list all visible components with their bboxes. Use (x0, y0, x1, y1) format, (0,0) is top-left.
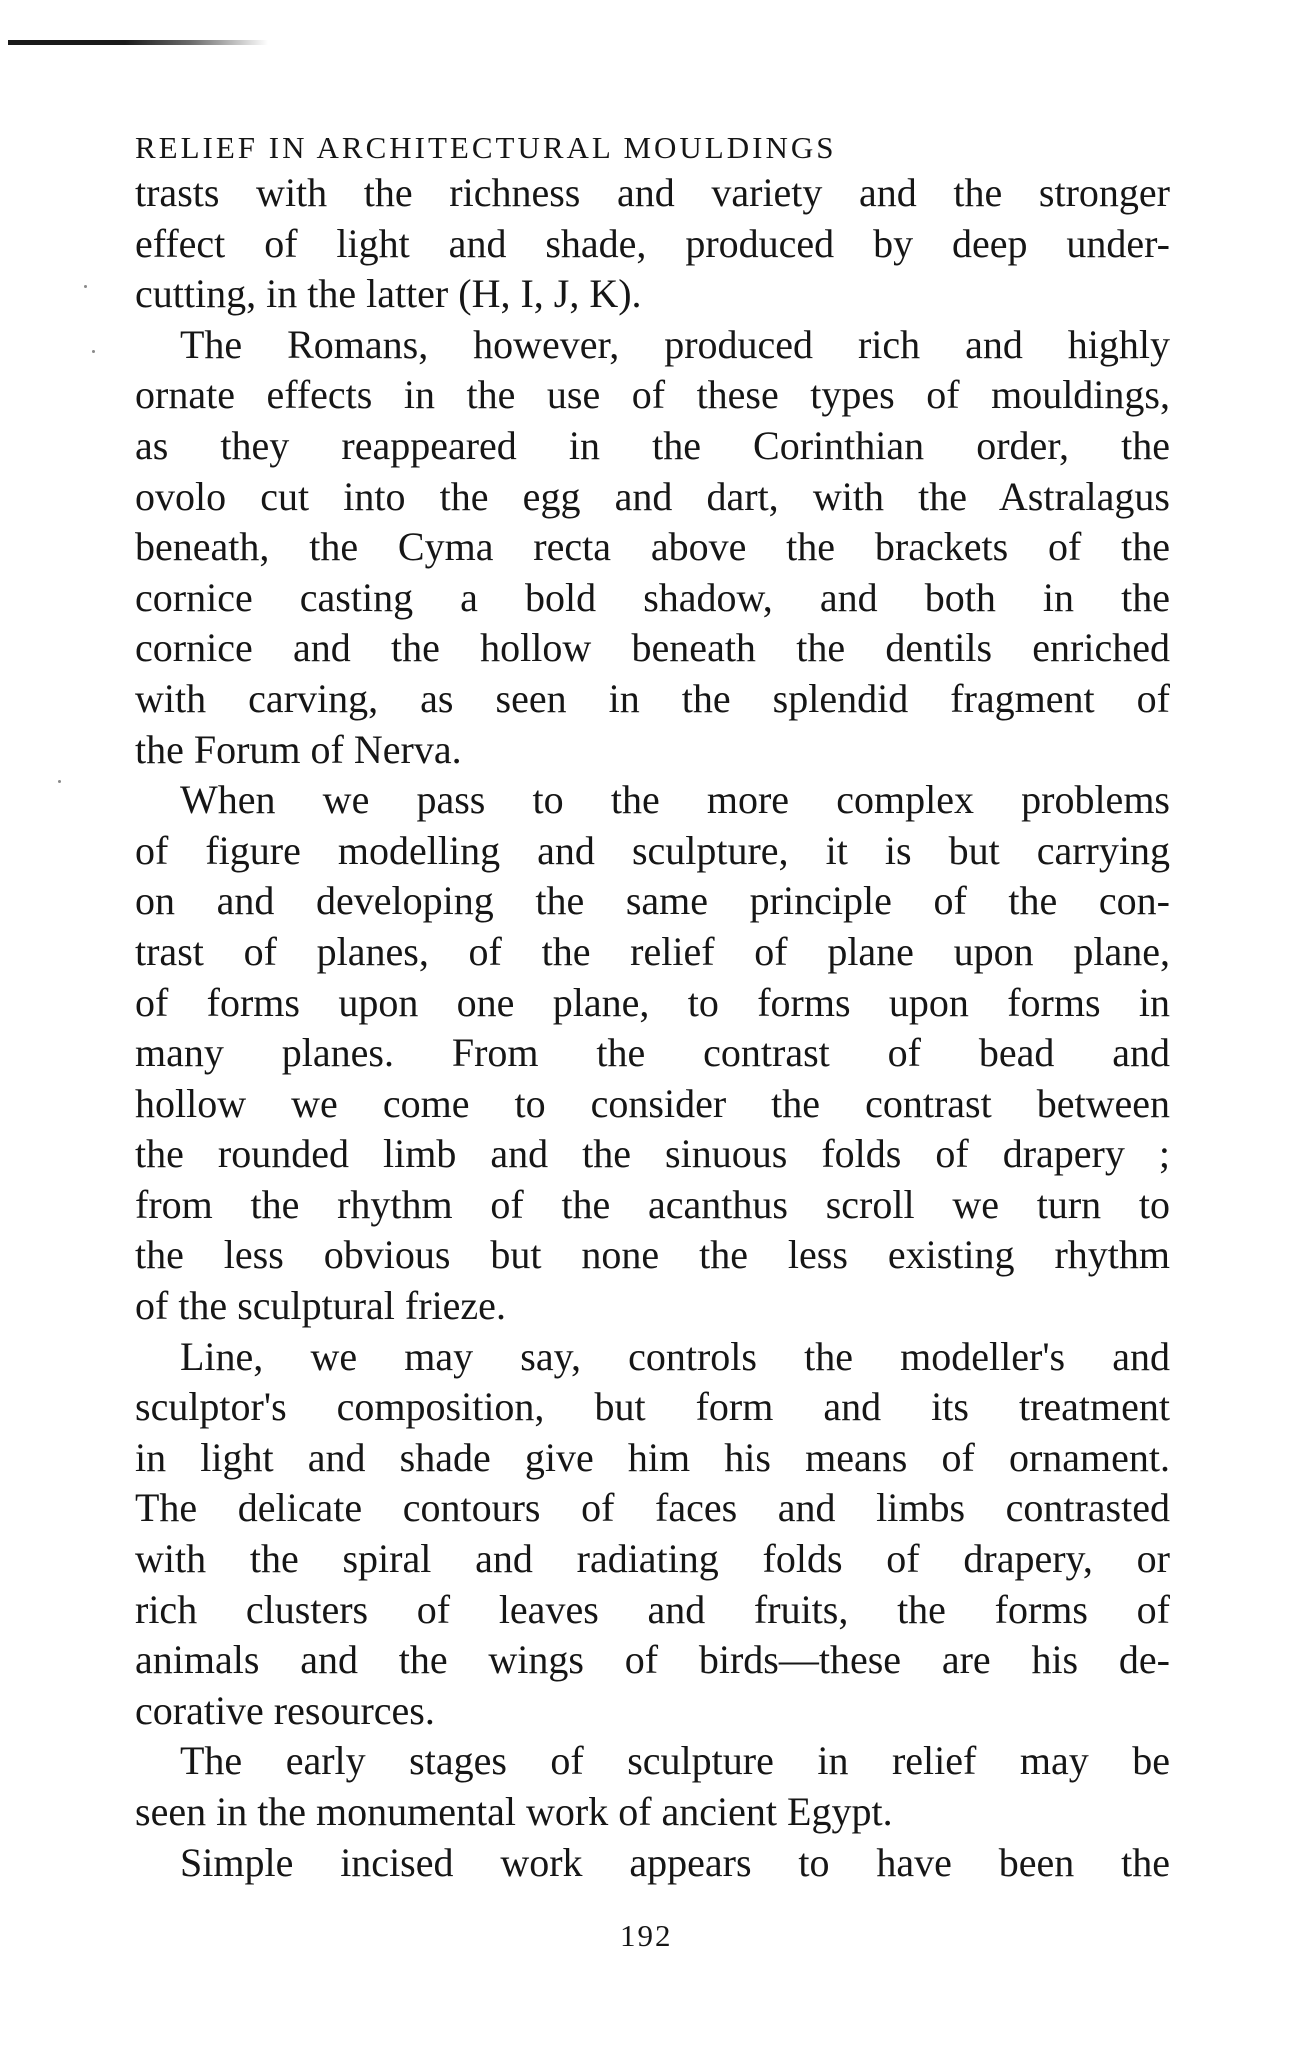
text-line: from the rhythm of the acanthus scroll we turn to (135, 1181, 1170, 1227)
text-line: ornate effects in the use of these types of mouldings, (135, 372, 1170, 418)
paragraph (135, 1736, 1170, 1837)
text-line: trasts with the richness and variety and the stronger (135, 170, 1170, 215)
text-line: cutting, in the latter (H, I, J, K). (135, 271, 642, 317)
text-line: the rounded limb and the sinuous folds of drapery ; (135, 1131, 1170, 1177)
text-line: of the sculptural frieze. (135, 1283, 506, 1329)
text-line: rich clusters of leaves and fruits, the forms of (135, 1586, 1170, 1632)
paragraph (135, 1332, 1170, 1737)
paragraph (135, 320, 1170, 775)
text-line: with the spiral and radiating folds of drapery, or (135, 1536, 1170, 1582)
paragraph (135, 775, 1170, 1332)
paragraph (135, 168, 1170, 320)
text-line: the less obvious but none the less existing rhythm (135, 1232, 1170, 1278)
running-head: RELIEF IN ARCHITECTURAL MOULDINGS (135, 130, 837, 165)
paragraph (135, 1838, 1170, 1889)
page-number: 192 (620, 1918, 673, 1953)
text-line: cornice casting a bold shadow, and both in the (135, 574, 1170, 620)
book-page (135, 128, 1170, 1888)
text-line: ovolo cut into the egg and dart, with the Astralagus (135, 473, 1170, 519)
text-line: animals and the wings of birds—these are his de- (135, 1637, 1170, 1683)
text-line: When we pass to the more complex problems (180, 777, 1170, 823)
text-line: corative resources. (135, 1687, 435, 1733)
text-line: many planes. From the contrast of bead and (135, 1030, 1170, 1076)
margin-speck (92, 350, 95, 353)
text-line: The early stages of sculpture in relief may be (180, 1738, 1170, 1784)
text-line: Simple incised work appears to have been the (180, 1839, 1170, 1885)
text-line: of forms upon one plane, to forms upon forms in (135, 979, 1170, 1025)
text-line: cornice and the hollow beneath the dentils enriched (135, 625, 1170, 671)
text-line: The Romans, however, produced rich and highly (180, 321, 1170, 367)
text-line: The delicate contours of faces and limbs contrasted (135, 1485, 1170, 1531)
text-line: sculptor's composition, but form and its treatment (135, 1384, 1170, 1430)
text-line: with carving, as seen in the splendid fragment of (135, 675, 1170, 721)
text-line: Line, we may say, controls the modeller's and (180, 1333, 1170, 1379)
text-line: the Forum of Nerva. (135, 726, 462, 772)
text-line: seen in the monumental work of ancient Egypt. (135, 1789, 893, 1834)
text-line: trast of planes, of the relief of plane upon plane, (135, 928, 1170, 974)
text-line: in light and shade give him his means of ornament. (135, 1434, 1170, 1480)
top-rule (8, 40, 268, 45)
margin-speck (58, 780, 61, 783)
margin-speck (84, 285, 87, 288)
text-line: hollow we come to consider the contrast between (135, 1080, 1170, 1126)
text-line: of figure modelling and sculpture, it is but carrying (135, 827, 1170, 873)
text-line: on and developing the same principle of the con- (135, 878, 1170, 924)
text-line: effect of light and shade, produced by deep under- (135, 220, 1170, 266)
text-line: as they reappeared in the Corinthian order, the (135, 422, 1170, 468)
text-line: beneath, the Cyma recta above the brackets of the (135, 524, 1170, 570)
